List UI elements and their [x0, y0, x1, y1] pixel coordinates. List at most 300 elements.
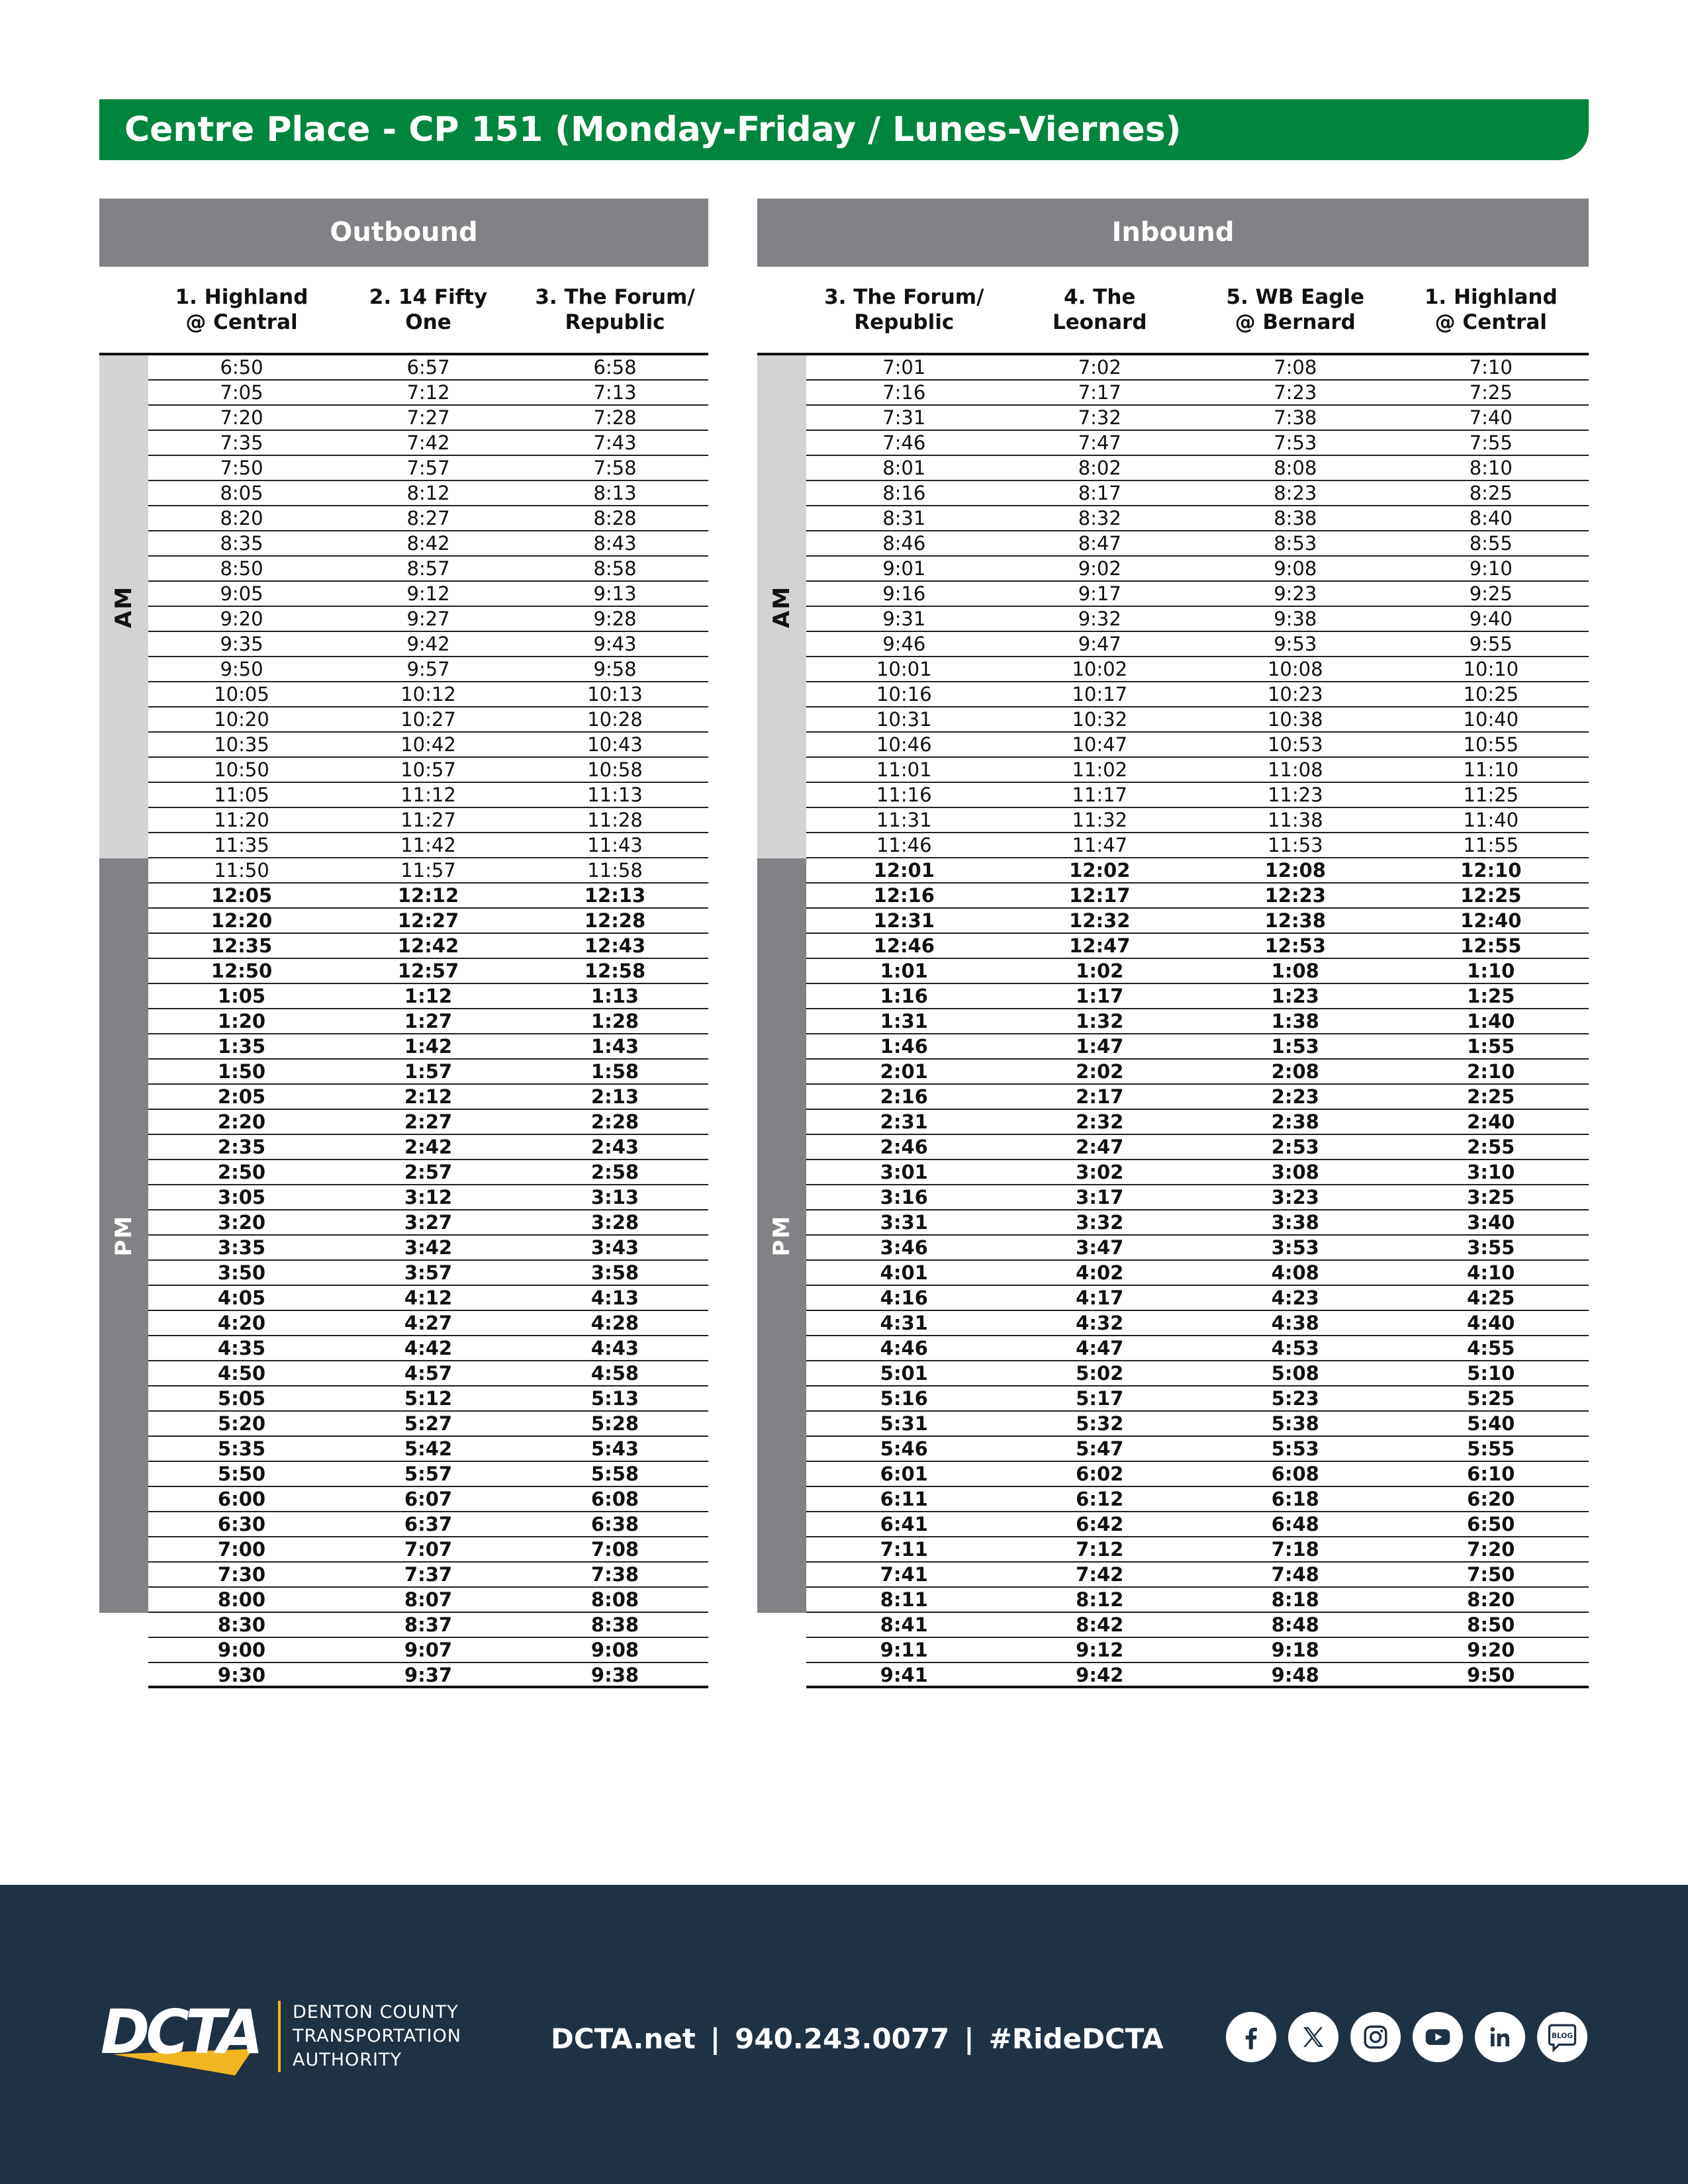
departure-time: 11:40: [1463, 809, 1519, 831]
table-row: [806, 1261, 1589, 1286]
x-icon[interactable]: [1288, 2012, 1338, 2062]
departure-time: 9:53: [1274, 633, 1317, 655]
departure-time: 7:30: [217, 1563, 266, 1586]
table-row: [806, 381, 1589, 406]
departure-time: 9:35: [220, 633, 263, 655]
table-row: [148, 1336, 708, 1361]
departure-time: 10:05: [214, 683, 269, 705]
website-link[interactable]: DCTA.net: [551, 2023, 696, 2055]
departure-time: 9:07: [404, 1639, 453, 1661]
departure-time: 8:55: [1469, 532, 1513, 555]
table-row: [148, 1135, 708, 1160]
outbound-stop-header: 3. The Forum/ Republic: [535, 285, 695, 334]
departure-time: 1:53: [1271, 1035, 1319, 1058]
departure-time: 1:40: [1467, 1010, 1515, 1032]
departure-time: 6:18: [1271, 1488, 1319, 1510]
departure-time: 4:32: [1076, 1312, 1124, 1334]
departure-time: 7:53: [1274, 432, 1317, 454]
departure-time: 3:20: [217, 1211, 266, 1234]
table-row: [806, 657, 1589, 682]
departure-time: 8:27: [406, 507, 450, 529]
departure-time: 7:41: [880, 1563, 928, 1586]
departure-time: 9:12: [1076, 1639, 1124, 1661]
departure-time: 7:38: [1274, 406, 1317, 429]
departure-time: 12:13: [584, 884, 646, 907]
departure-time: 3:53: [1271, 1236, 1319, 1259]
departure-time: 9:13: [593, 582, 637, 605]
departure-time: 8:17: [1078, 482, 1121, 504]
instagram-icon[interactable]: [1350, 2012, 1401, 2062]
departure-time: 7:48: [1271, 1563, 1319, 1586]
departure-time: 7:32: [1078, 406, 1121, 429]
departure-time: 6:11: [880, 1488, 928, 1510]
svg-text:DCTA: DCTA: [101, 1997, 259, 2068]
phone-number[interactable]: 940.243.0077: [735, 2023, 950, 2055]
departure-time: 9:27: [406, 608, 450, 630]
departure-time: 2:47: [1076, 1136, 1124, 1158]
departure-time: 1:05: [217, 985, 266, 1007]
table-row: [148, 1437, 708, 1462]
departure-time: 8:05: [220, 482, 263, 504]
inbound-column-headers: [757, 267, 1589, 355]
table-row: [806, 707, 1589, 733]
departure-time: 7:23: [1274, 381, 1317, 404]
departure-time: 2:46: [880, 1136, 928, 1158]
departure-time: 1:50: [217, 1060, 266, 1083]
departure-time: 11:08: [1267, 758, 1323, 781]
departure-time: 1:47: [1076, 1035, 1124, 1058]
departure-time: 3:23: [1271, 1186, 1319, 1208]
dcta-logo: [99, 1997, 265, 2077]
departure-time: 11:23: [1267, 784, 1323, 806]
inbound-stop-header: 5. WB Eagle @ Bernard: [1226, 285, 1365, 334]
departure-time: 4:40: [1467, 1312, 1515, 1334]
departure-time: 2:20: [217, 1111, 266, 1133]
departure-time: 12:25: [1460, 884, 1522, 907]
departure-time: 9:17: [1078, 582, 1121, 605]
departure-time: 5:17: [1076, 1387, 1124, 1410]
departure-time: 12:05: [211, 884, 273, 907]
departure-time: 5:12: [404, 1387, 453, 1410]
pm-label: PM: [111, 1214, 137, 1257]
departure-time: 11:02: [1072, 758, 1128, 781]
table-row: [148, 984, 708, 1009]
table-row: [148, 657, 708, 682]
departure-time: 9:32: [1078, 608, 1121, 630]
departure-time: 8:37: [404, 1614, 453, 1636]
departure-time: 9:38: [1274, 608, 1317, 630]
table-row: [806, 959, 1589, 984]
departure-time: 6:01: [880, 1463, 928, 1485]
departure-time: 2:02: [1076, 1060, 1124, 1083]
departure-time: 2:13: [590, 1085, 639, 1108]
departure-time: 3:32: [1076, 1211, 1124, 1234]
departure-time: 7:38: [590, 1563, 639, 1586]
departure-time: 8:08: [1274, 457, 1317, 479]
departure-time: 12:47: [1069, 934, 1131, 957]
departure-time: 4:42: [404, 1337, 453, 1359]
table-row: [806, 1361, 1589, 1387]
departure-time: 7:18: [1271, 1538, 1319, 1561]
table-row: [148, 1261, 708, 1286]
departure-time: 4:50: [217, 1362, 266, 1385]
departure-time: 3:42: [404, 1236, 453, 1259]
separator: |: [710, 2023, 721, 2055]
departure-time: 8:01: [882, 457, 926, 479]
departure-time: 10:25: [1463, 683, 1519, 705]
table-row: [148, 1387, 708, 1412]
departure-time: 8:10: [1469, 457, 1513, 479]
table-row: [148, 758, 708, 783]
departure-time: 8:30: [217, 1614, 266, 1636]
social-links: [1226, 2012, 1587, 2062]
departure-time: 7:40: [1469, 406, 1513, 429]
table-row: [148, 707, 708, 733]
departure-time: 12:23: [1264, 884, 1326, 907]
departure-time: 6:48: [1271, 1513, 1319, 1535]
table-row: [148, 431, 708, 456]
departure-time: 9:10: [1469, 557, 1513, 580]
departure-time: 4:28: [590, 1312, 639, 1334]
departure-time: 5:40: [1467, 1412, 1515, 1435]
departure-time: 10:35: [214, 733, 269, 756]
blog-icon[interactable]: [1537, 2012, 1587, 2062]
departure-time: 7:57: [406, 457, 450, 479]
table-row: [148, 1663, 708, 1688]
separator: |: [964, 2023, 974, 2055]
departure-time: 2:10: [1467, 1060, 1515, 1083]
departure-time: 9:12: [406, 582, 450, 605]
table-row: [806, 1336, 1589, 1361]
departure-time: 3:17: [1076, 1186, 1124, 1208]
table-row: [148, 481, 708, 506]
departure-time: 10:02: [1072, 658, 1128, 680]
departure-time: 5:46: [880, 1437, 928, 1460]
table-row: [806, 1613, 1589, 1638]
departure-time: 1:28: [590, 1010, 639, 1032]
departure-time: 1:25: [1467, 985, 1515, 1007]
departure-time: 3:10: [1467, 1161, 1515, 1183]
org-name-line: DENTON COUNTY: [293, 2002, 459, 2023]
departure-time: 8:47: [1078, 532, 1121, 555]
departure-time: 1:57: [404, 1060, 453, 1083]
departure-time: 2:08: [1271, 1060, 1319, 1083]
departure-time: 2:32: [1076, 1111, 1124, 1133]
pm-label: PM: [769, 1214, 795, 1257]
departure-time: 4:23: [1271, 1287, 1319, 1309]
table-row: [806, 1034, 1589, 1060]
departure-time: 9:43: [593, 633, 637, 655]
table-row: [148, 355, 708, 381]
table-row: [806, 1487, 1589, 1512]
outbound-heading: Outbound: [99, 199, 708, 267]
departure-time: 7:37: [404, 1563, 453, 1586]
departure-time: 10:47: [1072, 733, 1128, 756]
table-row: [148, 381, 708, 406]
inbound-panel: [757, 199, 1589, 1688]
departure-time: 4:43: [590, 1337, 639, 1359]
departure-time: 5:13: [590, 1387, 639, 1410]
departure-time: 3:31: [880, 1211, 928, 1234]
table-row: [148, 1512, 708, 1537]
departure-time: 6:07: [404, 1488, 453, 1510]
departure-time: 6:20: [1467, 1488, 1515, 1510]
departure-time: 5:47: [1076, 1437, 1124, 1460]
departure-time: 8:38: [590, 1614, 639, 1636]
table-row: [806, 1663, 1589, 1688]
departure-time: 1:58: [590, 1060, 639, 1083]
outbound-panel: [99, 199, 708, 1688]
table-row: [806, 1236, 1589, 1261]
table-row: [148, 1185, 708, 1210]
departure-time: 7:55: [1469, 432, 1513, 454]
table-row: [148, 582, 708, 607]
departure-time: 11:53: [1267, 834, 1323, 856]
departure-time: 11:47: [1072, 834, 1128, 856]
departure-time: 1:38: [1271, 1010, 1319, 1032]
departure-time: 6:38: [590, 1513, 639, 1535]
departure-time: 11:35: [214, 834, 269, 856]
departure-time: 10:46: [876, 733, 932, 756]
departure-time: 10:01: [876, 658, 932, 680]
departure-time: 10:23: [1267, 683, 1323, 705]
departure-time: 12:27: [397, 909, 459, 932]
departure-time: 11:05: [214, 784, 269, 806]
table-row: [148, 1060, 708, 1085]
departure-time: 11:46: [876, 834, 932, 856]
table-row: [806, 456, 1589, 481]
departure-time: 9:23: [1274, 582, 1317, 605]
departure-time: 4:16: [880, 1287, 928, 1309]
departure-time: 8:32: [1078, 507, 1121, 529]
departure-time: 12:32: [1069, 909, 1131, 932]
departure-time: 4:01: [880, 1261, 928, 1284]
departure-time: 5:38: [1271, 1412, 1319, 1435]
departure-time: 9:25: [1469, 582, 1513, 605]
departure-time: 2:17: [1076, 1085, 1124, 1108]
departure-time: 8:11: [880, 1588, 928, 1611]
departure-time: 8:07: [404, 1588, 453, 1611]
departure-time: 10:10: [1463, 658, 1519, 680]
table-row: [148, 1286, 708, 1311]
departure-time: 10:16: [876, 683, 932, 705]
table-row: [806, 1537, 1589, 1563]
table-row: [806, 557, 1589, 582]
departure-time: 10:20: [214, 708, 269, 731]
pm-band: [99, 858, 148, 1613]
schedule-title: Centre Place - CP 151 (Monday-Friday / Lunes-Viernes): [99, 99, 1589, 160]
departure-time: 3:47: [1076, 1236, 1124, 1259]
departure-time: 10:08: [1267, 658, 1323, 680]
departure-time: 11:17: [1072, 784, 1128, 806]
departure-time: 10:27: [400, 708, 456, 731]
departure-time: 7:07: [404, 1538, 453, 1561]
departure-time: 10:43: [587, 733, 643, 756]
departure-time: 7:05: [220, 381, 263, 404]
departure-time: 1:01: [880, 960, 928, 982]
departure-time: 8:58: [593, 557, 637, 580]
departure-time: 7:08: [590, 1538, 639, 1561]
departure-time: 12:08: [1264, 859, 1326, 882]
departure-time: 9:00: [217, 1639, 266, 1661]
departure-time: 9:58: [593, 658, 637, 680]
departure-time: 7:25: [1469, 381, 1513, 404]
departure-time: 5:35: [217, 1437, 266, 1460]
departure-time: 11:27: [400, 809, 456, 831]
contact-info: [551, 2023, 1164, 2055]
table-row: [148, 1487, 708, 1512]
linkedin-icon[interactable]: [1475, 2012, 1525, 2062]
table-row: [148, 1160, 708, 1185]
youtube-icon[interactable]: [1413, 2012, 1463, 2062]
departure-time: 6:50: [1467, 1513, 1515, 1535]
departure-time: 9:50: [1467, 1664, 1515, 1686]
hashtag: #RideDCTA: [988, 2023, 1164, 2055]
departure-time: 6:30: [217, 1513, 266, 1535]
departure-time: 7:20: [1467, 1538, 1515, 1561]
departure-time: 7:00: [217, 1538, 266, 1561]
departure-time: 7:28: [593, 406, 637, 429]
departure-time: 7:47: [1078, 432, 1121, 454]
departure-time: 10:13: [587, 683, 643, 705]
departure-time: 7:12: [1076, 1538, 1124, 1561]
departure-time: 11:32: [1072, 809, 1128, 831]
departure-time: 6:12: [1076, 1488, 1124, 1510]
departure-time: 11:01: [876, 758, 932, 781]
departure-time: 7:27: [406, 406, 450, 429]
table-row: [806, 531, 1589, 557]
departure-time: 5:50: [217, 1463, 266, 1485]
table-row: [806, 632, 1589, 657]
table-row: [806, 1009, 1589, 1034]
departure-time: 11:25: [1463, 784, 1519, 806]
departure-time: 7:31: [882, 406, 926, 429]
departure-time: 12:50: [211, 960, 273, 982]
departure-time: 8:18: [1271, 1588, 1319, 1611]
departure-time: 9:05: [220, 582, 263, 605]
facebook-icon[interactable]: [1226, 2012, 1276, 2062]
departure-time: 11:50: [214, 859, 269, 882]
outbound-times: [99, 355, 708, 1688]
departure-time: 12:35: [211, 934, 273, 957]
footer: [0, 1885, 1688, 2184]
departure-time: 12:12: [397, 884, 459, 907]
table-row: [806, 1563, 1589, 1588]
departure-time: 12:53: [1264, 934, 1326, 957]
departure-time: 4:25: [1467, 1287, 1515, 1309]
departure-time: 3:05: [217, 1186, 266, 1208]
table-row: [148, 1613, 708, 1638]
departure-time: 8:25: [1469, 482, 1513, 504]
table-row: [148, 1462, 708, 1487]
table-row: [148, 1085, 708, 1110]
departure-time: 5:31: [880, 1412, 928, 1435]
departure-time: 10:31: [876, 708, 932, 731]
table-row: [148, 733, 708, 758]
departure-time: 1:16: [880, 985, 928, 1007]
departure-time: 5:20: [217, 1412, 266, 1435]
departure-time: 6:42: [1076, 1513, 1124, 1535]
departure-time: 3:58: [590, 1261, 639, 1284]
table-row: [806, 481, 1589, 506]
departure-time: 3:02: [1076, 1161, 1124, 1183]
departure-time: 4:13: [590, 1287, 639, 1309]
departure-time: 4:35: [217, 1337, 266, 1359]
departure-time: 5:01: [880, 1362, 928, 1385]
departure-time: 6:00: [217, 1488, 266, 1510]
table-row: [806, 406, 1589, 431]
departure-time: 8:12: [1076, 1588, 1124, 1611]
departure-time: 11:20: [214, 809, 269, 831]
departure-time: 11:38: [1267, 809, 1323, 831]
departure-time: 7:02: [1078, 356, 1121, 379]
table-row: [806, 783, 1589, 808]
departure-time: 7:01: [882, 356, 926, 379]
departure-time: 9:42: [406, 633, 450, 655]
departure-time: 4:46: [880, 1337, 928, 1359]
departure-time: 4:47: [1076, 1337, 1124, 1359]
table-row: [806, 833, 1589, 858]
table-row: [806, 607, 1589, 632]
departure-time: 12:55: [1460, 934, 1522, 957]
departure-time: 8:42: [1076, 1614, 1124, 1636]
departure-time: 9:28: [593, 608, 637, 630]
departure-time: 5:16: [880, 1387, 928, 1410]
table-row: [806, 1060, 1589, 1085]
departure-time: 1:20: [217, 1010, 266, 1032]
table-row: [148, 1210, 708, 1236]
departure-time: 3:40: [1467, 1211, 1515, 1234]
departure-time: 3:50: [217, 1261, 266, 1284]
departure-time: 4:08: [1271, 1261, 1319, 1284]
table-row: [148, 1563, 708, 1588]
table-row: [148, 808, 708, 833]
departure-time: 9:57: [406, 658, 450, 680]
table-row: [148, 1009, 708, 1034]
departure-time: 2:28: [590, 1111, 639, 1133]
departure-time: 8:12: [406, 482, 450, 504]
departure-time: 2:27: [404, 1111, 453, 1133]
departure-time: 2:35: [217, 1136, 266, 1158]
departure-time: 12:46: [873, 934, 935, 957]
outbound-stop-header: 2. 14 Fifty One: [369, 285, 488, 334]
departure-time: 11:16: [876, 784, 932, 806]
departure-time: 1:43: [590, 1035, 639, 1058]
departure-time: 7:16: [882, 381, 926, 404]
departure-time: 1:42: [404, 1035, 453, 1058]
departure-time: 4:53: [1271, 1337, 1319, 1359]
table-row: [806, 934, 1589, 959]
table-row: [148, 858, 708, 884]
departure-time: 1:10: [1467, 960, 1515, 982]
table-row: [148, 833, 708, 858]
departure-time: 6:58: [593, 356, 637, 379]
departure-time: 7:43: [593, 432, 637, 454]
departure-time: 6:08: [590, 1488, 639, 1510]
table-row: [148, 506, 708, 531]
departure-time: 2:01: [880, 1060, 928, 1083]
departure-time: 3:16: [880, 1186, 928, 1208]
am-label: AM: [769, 585, 795, 629]
departure-time: 11:58: [587, 859, 643, 882]
departure-time: 8:35: [220, 532, 263, 555]
departure-time: 12:01: [873, 859, 935, 882]
departure-time: 11:42: [400, 834, 456, 856]
departure-time: 1:27: [404, 1010, 453, 1032]
departure-time: 9:48: [1271, 1664, 1319, 1686]
departure-time: 8:46: [882, 532, 926, 555]
table-row: [806, 758, 1589, 783]
